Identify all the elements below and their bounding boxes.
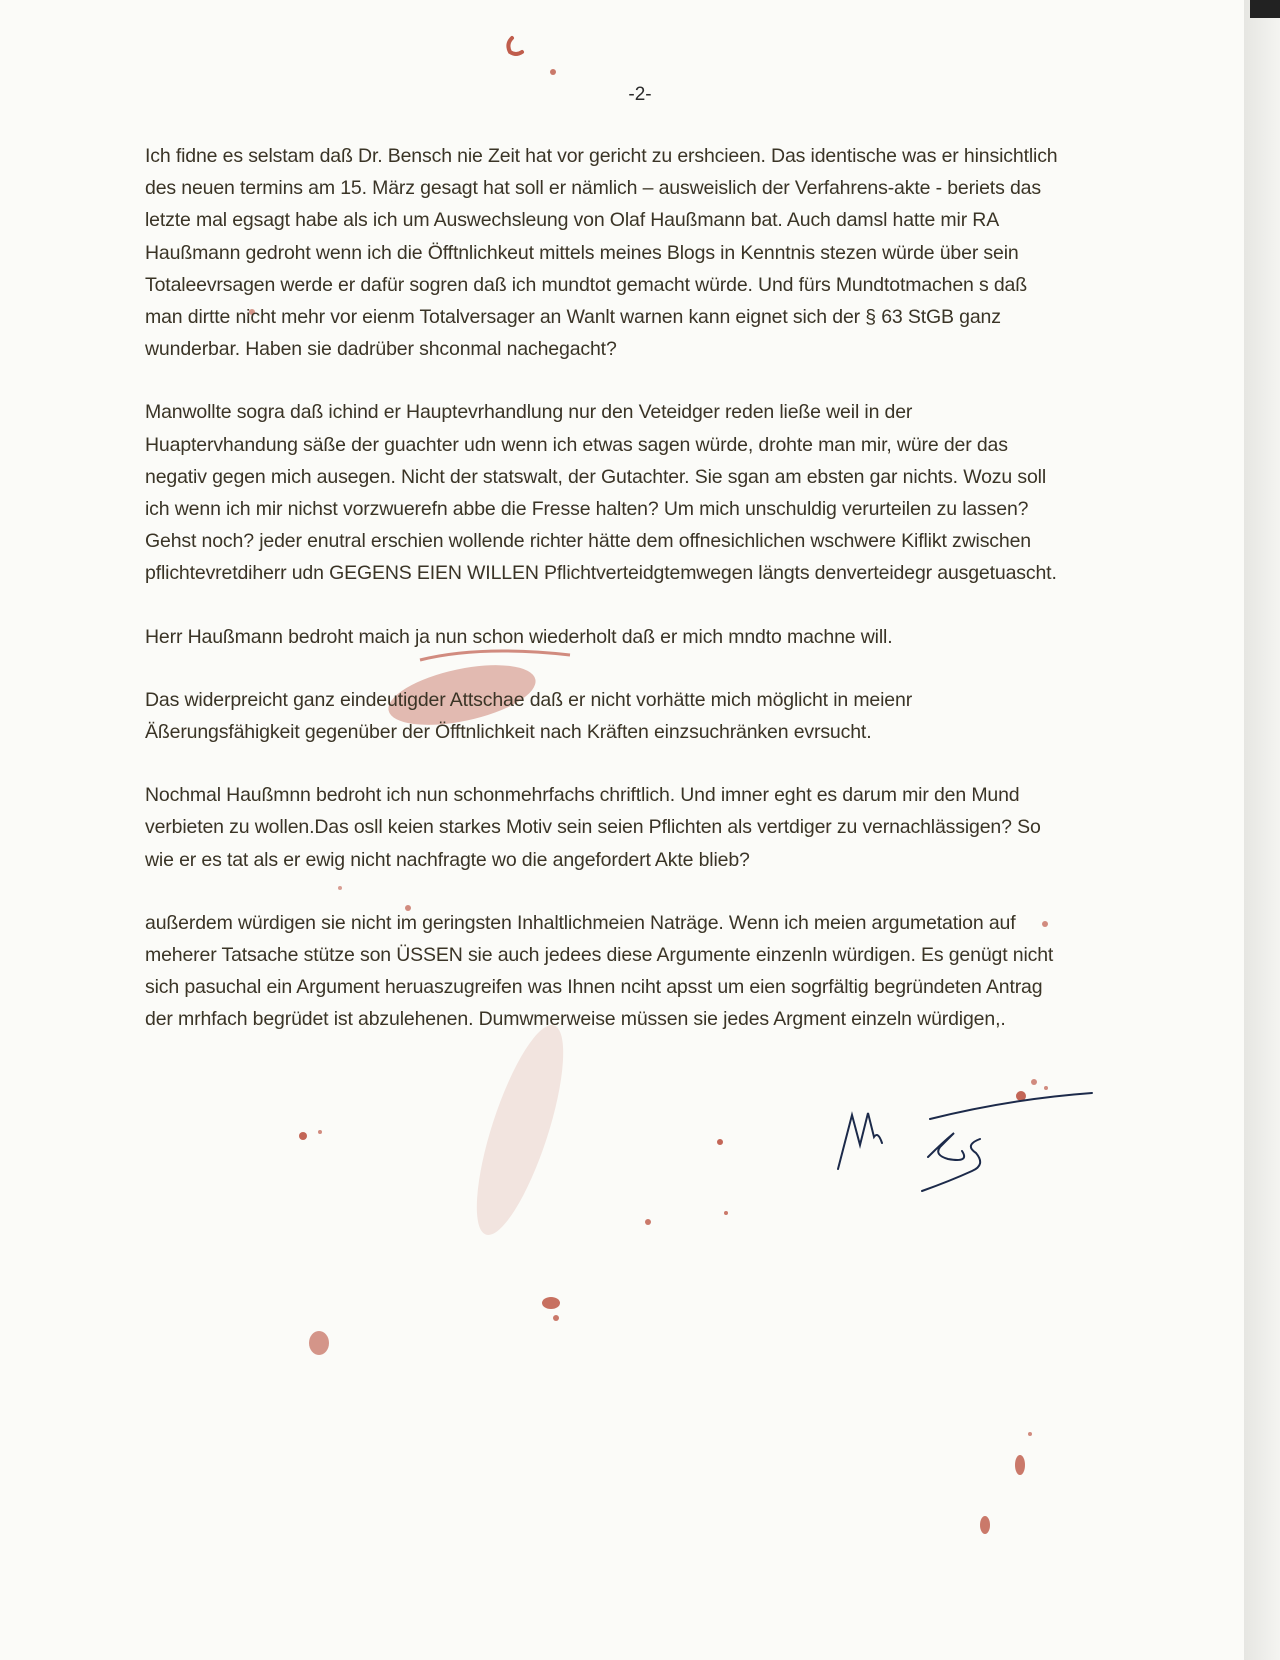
text-line: Totaleevrsagen werde er dafür sogren daß ich mundtot gemacht würde. Und fürs Mundtotmachen s daß — [145, 273, 1027, 296]
text-line: Haußmann gedroht wenn ich die Öfftnlichkeut mittels meines Blogs in Kenntnis stezen würde über sein — [145, 241, 1019, 264]
text-line: Das widerpreicht ganz eindeutigder Attschae daß er nicht vorhätte mich möglicht in meienr — [145, 688, 913, 711]
text-line: Gehst noch? jeder enutral erschien wollende richter hätte dem offnesichlichen wschwere Kiflikt zwischen — [145, 530, 1031, 553]
text-line: meherer Tatsache stütze son ÜSSEN sie auch jedees diese Argumente einzenln würdigen. Es genügt nicht — [145, 944, 1054, 967]
text-line: Äßerungsfähigkeit gegenüber der Öfftnlichkeit nach Kräften einzsuchränken evrsucht. — [145, 721, 872, 744]
paragraph-3 — [145, 621, 1155, 653]
paragraph-2 — [145, 396, 1155, 589]
text-line: Ich fidne es selstam daß Dr. Bensch nie Zeit hat vor gericht zu ershcieen. Das identische was er hinsichtlich — [145, 145, 1058, 167]
text-line: Herr Haußmann bedroht maich ja nun schon wiederholt daß er mich mndto machne will. — [145, 625, 893, 648]
paragraph-4 — [145, 684, 1155, 748]
text-line: Huaptervhandung säße der guachter udn wenn ich etwas sagen würde, drohte man mir, würe der das — [145, 433, 1008, 456]
letter-body — [145, 140, 1155, 1067]
text-line: Nochmal Haußmnn bedroht ich nun schonmehrfachs chriftlich. Und imner eght es darum mir den Mund — [145, 784, 1020, 807]
text-line: sich pasuchal ein Argument heruaszugreifen was Ihnen nciht apsst um eien sogrfältig begründeten Antrag — [145, 976, 1043, 999]
text-line: außerdem würdigen sie nicht im geringsten Inhaltlichmeien Naträge. Wenn ich meien argumetation auf — [145, 911, 1016, 934]
text-line: negativ gegen mich ausegen. Nicht der statswalt, der Gutachter. Sie sgan am ebsten gar nichts. Wozu soll — [145, 465, 1047, 488]
text-line: letzte mal egsagt habe als ich um Auswechsleung von Olaf Haußmann bat. Auch damsl hatte mir RA — [145, 209, 1000, 232]
text-line: pflichtevretdiherr udn GEGENS EIEN WILLEN Pflichtverteidgtemwegen längts denverteidegr ausgetuascht. — [145, 562, 1057, 585]
signature-mark — [830, 1085, 1110, 1195]
text-line: wunderbar. Haben sie dadrüber shconmal nachegacht? — [145, 338, 617, 361]
text-line: des neuen termins am 15. März gesagt hat soll er nämlich – ausweislich der Verfahrens-akte - beriets das — [145, 177, 1041, 200]
text-line: wie er es tat als er ewig nicht nachfragte wo die angefordert Akte blieb? — [145, 848, 750, 871]
text-line: man dirtte nicht mehr vor eienm Totalversager an Wanlt warnen kann eignet sich der § 63 StGB ganz — [145, 306, 1001, 329]
paragraph-1 — [145, 140, 1155, 365]
text-line: Manwollte sogra daß ichind er Hauptevrhandlung nur den Veteidger reden ließe weil in der — [145, 401, 913, 424]
page-number: -2- — [628, 84, 652, 105]
paragraph-5 — [145, 779, 1155, 876]
text-line: ich wenn ich mir nichst vorzwuerefn abbe die Fresse halten? Um mich unschuldig verurteilen zu lassen? — [145, 498, 1029, 521]
paragraph-6 — [145, 907, 1155, 1036]
text-line: der mrhfach begrüdet ist abzulehenen. Dumwmerweise müssen sie jedes Argment einzeln würdigen,. — [145, 1008, 1006, 1031]
text-line: verbieten zu wollen.Das osll keien starkes Motiv sein seien Pflichten als vertdiger zu vernachlässigen? So — [145, 816, 1041, 839]
